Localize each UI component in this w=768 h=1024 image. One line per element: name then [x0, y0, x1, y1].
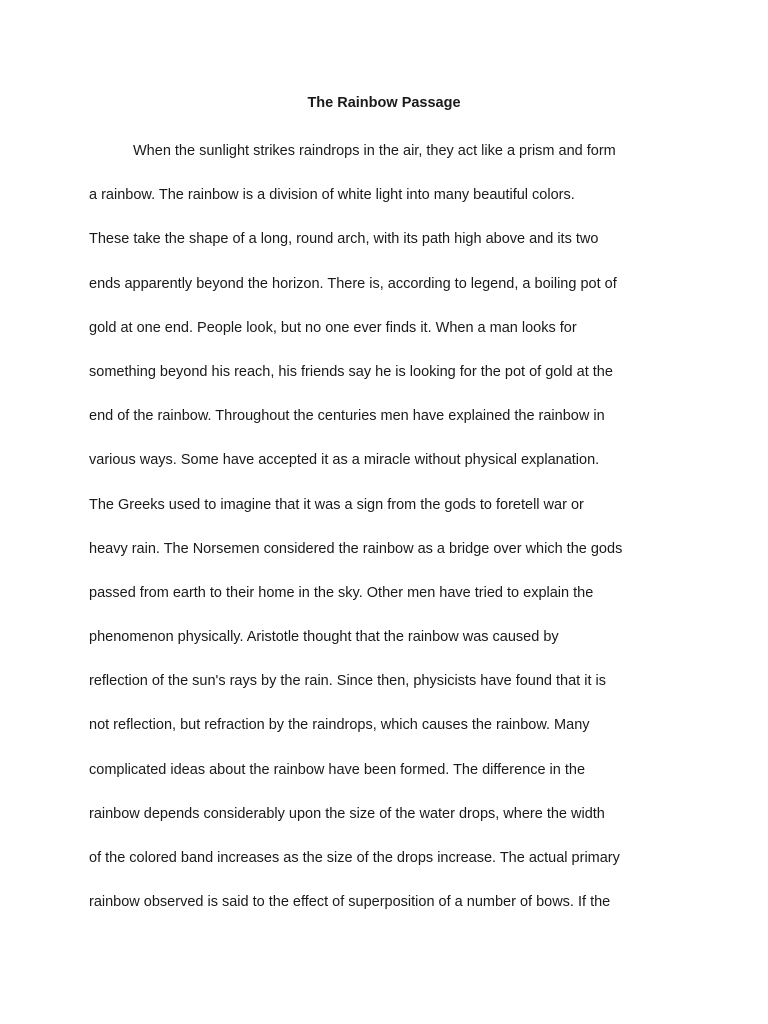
paragraph-line: When the sunlight strikes raindrops in the air, they act like a prism and form — [133, 143, 616, 159]
paragraph-line: rainbow observed is said to the effect of superposition of a number of bows. If the — [89, 894, 611, 911]
paragraph-line: ends apparently beyond the horizon. There is, according to legend, a boiling pot of — [89, 275, 617, 292]
paragraph-line: something beyond his reach, his friends say he is looking for the pot of gold at the — [89, 363, 613, 380]
paragraph-line: These take the shape of a long, round arch, with its path high above and its two — [89, 231, 599, 248]
paragraph-line: passed from earth to their home in the sky. Other men have tried to explain the — [89, 584, 594, 601]
paragraph-line: heavy rain. The Norsemen considered the rainbow as a bridge over which the gods — [89, 540, 623, 557]
paragraph-line: reflection of the sun's rays by the rain. Since then, physicists have found that it is — [89, 673, 606, 690]
paragraph-line: phenomenon physically. Aristotle thought that the rainbow was caused by — [89, 629, 559, 646]
paragraph-line: The Greeks used to imagine that it was a sign from the gods to foretell war or — [89, 496, 584, 513]
paragraph-line: not reflection, but refraction by the raindrops, which causes the rainbow. Many — [89, 717, 590, 734]
paragraph-line: complicated ideas about the rainbow have been formed. The difference in the — [89, 761, 586, 778]
document-title: The Rainbow Passage — [307, 95, 461, 111]
paragraph-line: end of the rainbow. Throughout the centuries men have explained the rainbow in — [89, 408, 605, 425]
paragraph-line: of the colored band increases as the size of the drops increase. The actual primary — [89, 850, 620, 866]
paragraph-line: gold at one end. People look, but no one ever finds it. When a man looks for — [89, 319, 577, 336]
document-paragraph — [89, 129, 689, 924]
paragraph-line: rainbow depends considerably upon the size of the water drops, where the width — [89, 805, 605, 822]
paragraph-line: various ways. Some have accepted it as a miracle without physical explanation. — [89, 452, 600, 469]
paragraph-line: a rainbow. The rainbow is a division of white light into many beautiful colors. — [89, 187, 575, 204]
